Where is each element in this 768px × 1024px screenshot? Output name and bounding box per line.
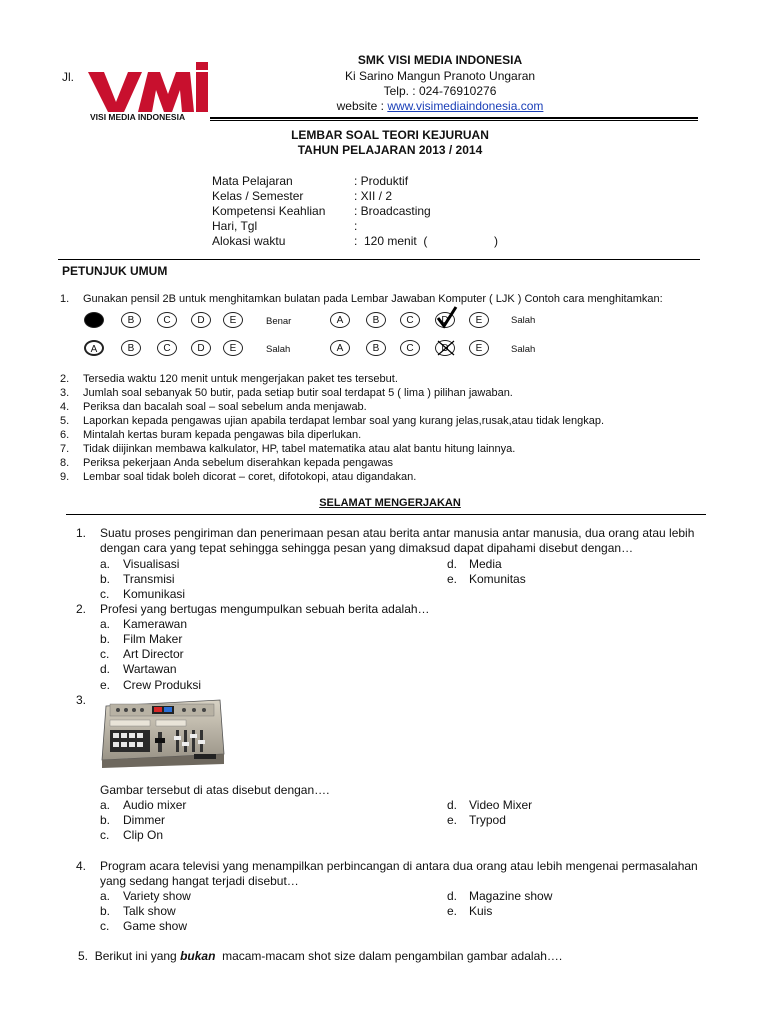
example-bubble: C [400, 312, 420, 328]
option-letter: e. [447, 572, 458, 586]
example-bubble-filled [84, 312, 104, 328]
school-name: SMK VISI MEDIA INDONESIA [357, 53, 523, 67]
option-text: Wartawan [123, 662, 177, 676]
question-number: 4. [76, 859, 87, 873]
option-text: Art Director [123, 647, 184, 661]
instruction-text: Jumlah soal sebanyak 50 butir, pada setiap butir soal terdapat 5 ( lima ) pilihan jawaban. [83, 387, 513, 399]
instruction-text: Mintalah kertas buram kepada pengawas bila diperlukan. [83, 429, 362, 441]
petunjuk-heading: PETUNJUK UMUM [62, 264, 168, 278]
instruction-number: 1. [60, 293, 70, 305]
info-label: Kompetensi Keahlian [212, 204, 326, 218]
option-letter: b. [100, 904, 111, 918]
option-text: Magazine show [469, 889, 553, 903]
check-icon [434, 304, 460, 330]
option-letter: e. [447, 813, 458, 827]
option-text: Talk show [123, 904, 176, 918]
example-bubble: C [157, 340, 177, 356]
instruction-number: 6. [60, 429, 70, 441]
doc-title-line1: LEMBAR SOAL TEORI KEJURUAN [291, 128, 489, 142]
option-text: Komunikasi [123, 587, 186, 601]
instruction-number: 8. [60, 457, 70, 469]
instruction-text: Periksa pekerjaan Anda sebelum diserahkan kepada pengawas [83, 457, 394, 469]
school-website [300, 99, 580, 113]
option-letter: e. [447, 904, 458, 918]
question-text-post: macam-macam shot size dalam pengambilan gambar adalah…. [215, 949, 563, 963]
option-letter: c. [100, 828, 110, 842]
instruction-text: Gunakan pensil 2B untuk menghitamkan bulatan pada Lembar Jawaban Komputer ( LJK ) Contoh cara menghitamkan: [83, 293, 663, 305]
example-bubble: D [191, 312, 211, 328]
option-text: Trypod [469, 813, 506, 827]
info-value: : XII / 2 [354, 189, 393, 203]
option-letter: d. [447, 557, 458, 571]
option-letter: b. [100, 572, 111, 586]
example-bubble: A [330, 340, 350, 356]
example-bubble: B [121, 312, 141, 328]
info-label: Alokasi waktu [212, 234, 286, 248]
website-label: website : [336, 99, 388, 113]
instruction-text: Tersedia waktu 120 menit untuk mengerjakan paket tes tersebut. [83, 373, 398, 385]
example-label-benar: Benar [266, 316, 292, 327]
option-letter: a. [100, 889, 111, 903]
school-address: Ki Sarino Mangun Pranoto Ungaran [344, 69, 536, 83]
instruction-text: Laporkan kepada pengawas ujian apabila terdapat lembar soal yang kurang jelas,rusak,atau tidak lengkap. [83, 415, 605, 427]
instruction-number: 9. [60, 471, 70, 483]
example-bubble: C [400, 340, 420, 356]
option-text: Film Maker [123, 632, 183, 646]
example-bubble: A [330, 312, 350, 328]
option-letter: b. [100, 813, 111, 827]
question-text: Program acara televisi yang menampilkan perbincangan di antara dua orang atau lebih mengenai permasalahan yang sedang hangat terjadi disebut… [100, 859, 698, 888]
example-bubble: B [366, 312, 386, 328]
option-text: Variety show [123, 889, 191, 903]
example-label-salah: Salah [511, 315, 536, 326]
doc-title-line2: TAHUN PELAJARAN 2013 / 2014 [297, 143, 483, 157]
option-text: Media [469, 557, 502, 571]
section-rule [58, 259, 700, 260]
jl-label: Jl. [62, 70, 74, 84]
instruction-number: 4. [60, 401, 70, 413]
question-text-pre: Berikut ini yang [94, 949, 181, 963]
instruction-number: 2. [60, 373, 70, 385]
option-text: Crew Produksi [123, 678, 202, 692]
cross-icon [435, 338, 457, 358]
example-bubble: E [469, 340, 489, 356]
example-label-salah: Salah [511, 344, 536, 355]
selamat-text: SELAMAT MENGERJAKAN [319, 497, 461, 509]
header-rule-thin [210, 120, 698, 121]
question-text-bold: bukan [180, 949, 216, 963]
example-bubble: B [121, 340, 141, 356]
info-value: : Produktif [354, 174, 409, 188]
questions-rule [66, 514, 706, 515]
option-letter: a. [100, 617, 111, 631]
option-letter: c. [100, 647, 110, 661]
header-rule [210, 117, 698, 119]
option-text: Video Mixer [469, 798, 533, 812]
option-letter: a. [100, 557, 111, 571]
option-text: Visualisasi [123, 557, 180, 571]
option-letter: b. [100, 632, 111, 646]
question-text: Suatu proses pengiriman dan penerimaan pesan atau berita antar manusia antar manusia, dua orang atau lebih dengan cara yang tepat sehingga sehingga pesan yang dimaksud dapat dipahami disebut dengan… [100, 526, 695, 555]
option-letter: d. [447, 798, 458, 812]
instruction-text: Periksa dan bacalah soal – soal sebelum anda menjawab. [83, 401, 367, 413]
info-label: Mata Pelajaran [212, 174, 293, 188]
instruction-text: Tidak diijinkan membawa kalkulator, HP, tabel matematika atau alat bantu hitung lainnya. [83, 443, 516, 455]
option-letter: d. [447, 889, 458, 903]
example-bubble: E [223, 312, 243, 328]
info-value: : [354, 219, 358, 233]
selamat-heading [200, 497, 580, 509]
option-text: Audio mixer [123, 798, 187, 812]
question-number: 1. [76, 526, 87, 540]
question-text: Profesi yang bertugas mengumpulkan sebuah berita adalah… [100, 602, 430, 616]
example-bubble: D [435, 340, 455, 356]
question-number: 3. [76, 693, 87, 707]
option-text: Clip On [123, 828, 164, 842]
website-link[interactable]: www.visimediaindonesia.com [387, 99, 544, 113]
instruction-text: Lembar soal tidak boleh dicorat – coret, difotokopi, atau digandakan. [83, 471, 417, 483]
option-text: Kuis [469, 904, 493, 918]
example-bubble: C [157, 312, 177, 328]
option-letter: d. [100, 662, 111, 676]
question-5 [78, 949, 562, 963]
example-label-salah: Salah [266, 344, 291, 355]
logo-tagline: VISI MEDIA INDONESIA [90, 112, 186, 122]
option-text: Game show [123, 919, 188, 933]
vmi-logo [86, 60, 214, 122]
info-value: : Broadcasting [354, 204, 431, 218]
info-label: Kelas / Semester [212, 189, 304, 203]
option-letter: e. [100, 678, 111, 692]
option-letter: c. [100, 587, 110, 601]
example-bubble: D [435, 312, 455, 328]
school-phone: Telp. : 024-76910276 [383, 84, 497, 98]
instruction-number: 5. [60, 415, 70, 427]
example-bubble: E [223, 340, 243, 356]
example-bubble-circled: A [84, 340, 104, 356]
question-number: 2. [76, 602, 87, 616]
option-letter: c. [100, 919, 110, 933]
option-text: Kamerawan [123, 617, 188, 631]
instruction-number: 3. [60, 387, 70, 399]
question-number: 5. [78, 949, 89, 963]
option-text: Transmisi [123, 572, 175, 586]
info-label: Hari, Tgl [212, 219, 258, 233]
example-bubble: B [366, 340, 386, 356]
instruction-number: 7. [60, 443, 70, 455]
example-bubble: E [469, 312, 489, 328]
option-letter: a. [100, 798, 111, 812]
option-text: Dimmer [123, 813, 165, 827]
example-bubble: D [191, 340, 211, 356]
question-text: Gambar tersebut di atas disebut dengan…. [100, 783, 330, 797]
info-value: : 120 menit ( ) [354, 234, 499, 248]
option-text: Komunitas [469, 572, 526, 586]
video-mixer-image [100, 696, 226, 770]
